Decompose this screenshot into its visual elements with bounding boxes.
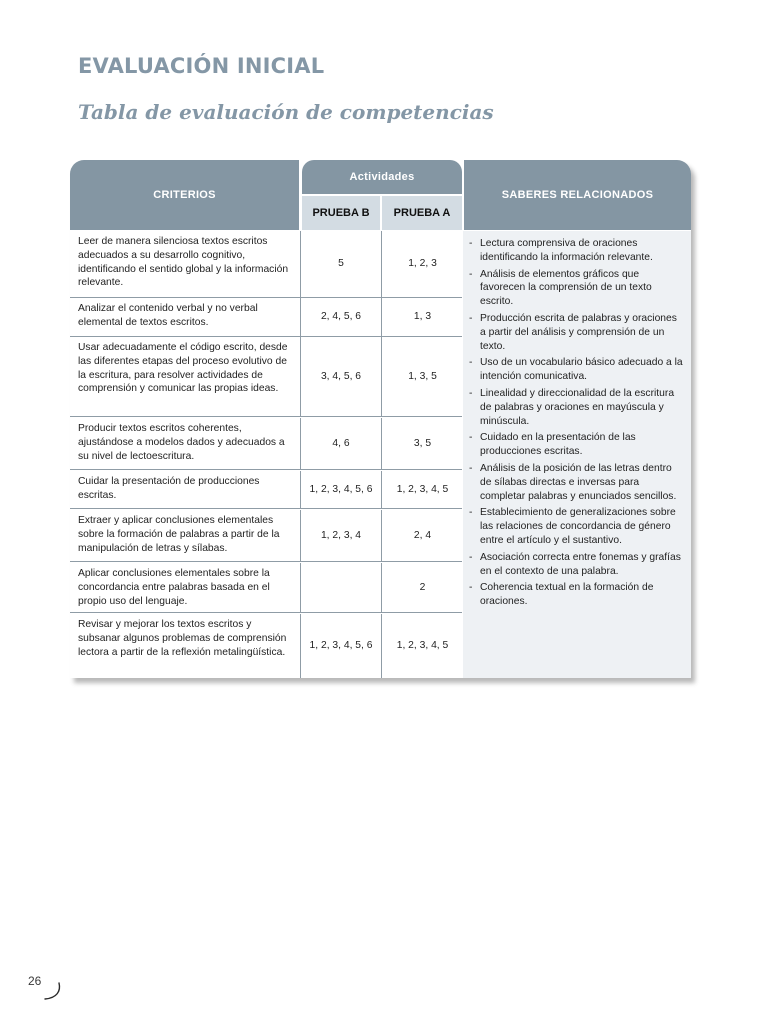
table-row xyxy=(70,510,462,562)
saber-item: - Producción escrita de palabras y oraciones a partir del análisis y comprensión de un texto. xyxy=(469,312,683,353)
saber-item: - Coherencia textual en la formación de oraciones. xyxy=(469,581,683,609)
prueba-b-cell: 5 xyxy=(300,231,381,297)
saber-item: - Linealidad y direccionalidad de la escritura de palabras y oraciones en mayúscula y minúscula. xyxy=(469,387,683,428)
page-number: 26 xyxy=(28,974,42,988)
criterio-cell: Usar adecuadamente el código escrito, desde las diferentes etapas del proceso evolutivo de la escritura, para resolver actividades de comprensión y comunicar las propias ideas. xyxy=(78,342,288,395)
prueba-a-cell: 1, 2, 3, 4, 5 xyxy=(381,614,464,678)
saber-item: - Asociación correcta entre fonemas y grafías en el contexto de una palabra. xyxy=(469,551,683,579)
table-row xyxy=(70,298,462,337)
competencias-table xyxy=(70,160,691,678)
table-row xyxy=(70,563,462,613)
saber-item: - Establecimiento de generalizaciones sobre las relaciones de concordancia de género entre el artículo y el sustantivo. xyxy=(469,506,683,547)
saber-item: - Análisis de la posición de las letras dentro de sílabas directas e inversas para completar palabras y enunciados sencillos. xyxy=(469,462,683,503)
criterio-cell: Aplicar conclusiones elementales sobre la concordancia entre palabras basada en el propio uso del lenguaje. xyxy=(78,568,270,607)
criterios-header: CRITERIOS xyxy=(70,160,299,230)
prueba-b-cell: 3, 4, 5, 6 xyxy=(300,337,381,416)
saber-item: - Análisis de elementos gráficos que favorecen la comprensión de un texto escrito. xyxy=(469,268,683,309)
prueba-a-cell: 1, 2, 3 xyxy=(381,231,464,297)
criterio-cell: Revisar y mejorar los textos escritos y subsanar algunos problemas de comprensión lectora a partir de la reflexión metalingüística. xyxy=(78,619,287,658)
prueba-a-header: PRUEBA A xyxy=(382,196,462,230)
prueba-b-cell: 1, 2, 3, 4, 5, 6 xyxy=(300,471,381,508)
table-row xyxy=(70,418,462,470)
prueba-b-cell: 1, 2, 3, 4, 5, 6 xyxy=(300,614,381,678)
table-row xyxy=(70,471,462,509)
table-row xyxy=(70,337,462,417)
table-body xyxy=(70,231,691,678)
page-corner-curve-icon xyxy=(40,980,64,1004)
prueba-b-header: PRUEBA B xyxy=(302,196,380,230)
prueba-b-cell: 2, 4, 5, 6 xyxy=(300,298,381,336)
saber-item: - Lectura comprensiva de oraciones identificando la información relevante. xyxy=(469,237,683,265)
criterio-cell: Leer de manera silenciosa textos escritos adecuados a su desarrollo cognitivo, identificando el sentido global y la información relevante. xyxy=(78,236,289,289)
prueba-b-cell: 4, 6 xyxy=(300,418,381,469)
table-row xyxy=(70,231,462,298)
criterio-cell: Extraer y aplicar conclusiones elementales sobre la formación de palabras a partir de la manipulación de letras y sílabas. xyxy=(78,515,280,554)
prueba-b-cell: 1, 2, 3, 4 xyxy=(300,510,381,561)
section-title: EVALUACIÓN INICIAL xyxy=(78,54,325,78)
saberes-header: SABERES RELACIONADOS xyxy=(464,160,691,230)
prueba-a-cell: 1, 3 xyxy=(381,298,464,336)
section-subtitle: Tabla de evaluación de competencias xyxy=(78,100,494,124)
criterio-cell: Analizar el contenido verbal y no verbal elemental de textos escritos. xyxy=(78,303,258,328)
saber-item: - Cuidado en la presentación de las producciones escritas. xyxy=(469,431,683,459)
saberes-column xyxy=(463,231,691,678)
criterio-cell: Producir textos escritos coherentes, ajustándose a modelos dados y adecuados a su nivel de lectoescritura. xyxy=(78,423,285,462)
prueba-a-cell: 1, 2, 3, 4, 5 xyxy=(381,471,464,508)
prueba-a-cell: 1, 3, 5 xyxy=(381,337,464,416)
prueba-a-cell: 2, 4 xyxy=(381,510,464,561)
actividades-header: Actividades xyxy=(302,160,462,194)
criterio-cell: Cuidar la presentación de producciones escritas. xyxy=(78,476,260,501)
table-row xyxy=(70,614,462,678)
saber-item: - Uso de un vocabulario básico adecuado a la intención comunicativa. xyxy=(469,356,683,384)
prueba-a-cell: 2 xyxy=(381,563,464,612)
saberes-list xyxy=(469,237,683,609)
prueba-a-cell: 3, 5 xyxy=(381,418,464,469)
prueba-b-cell xyxy=(300,563,381,612)
